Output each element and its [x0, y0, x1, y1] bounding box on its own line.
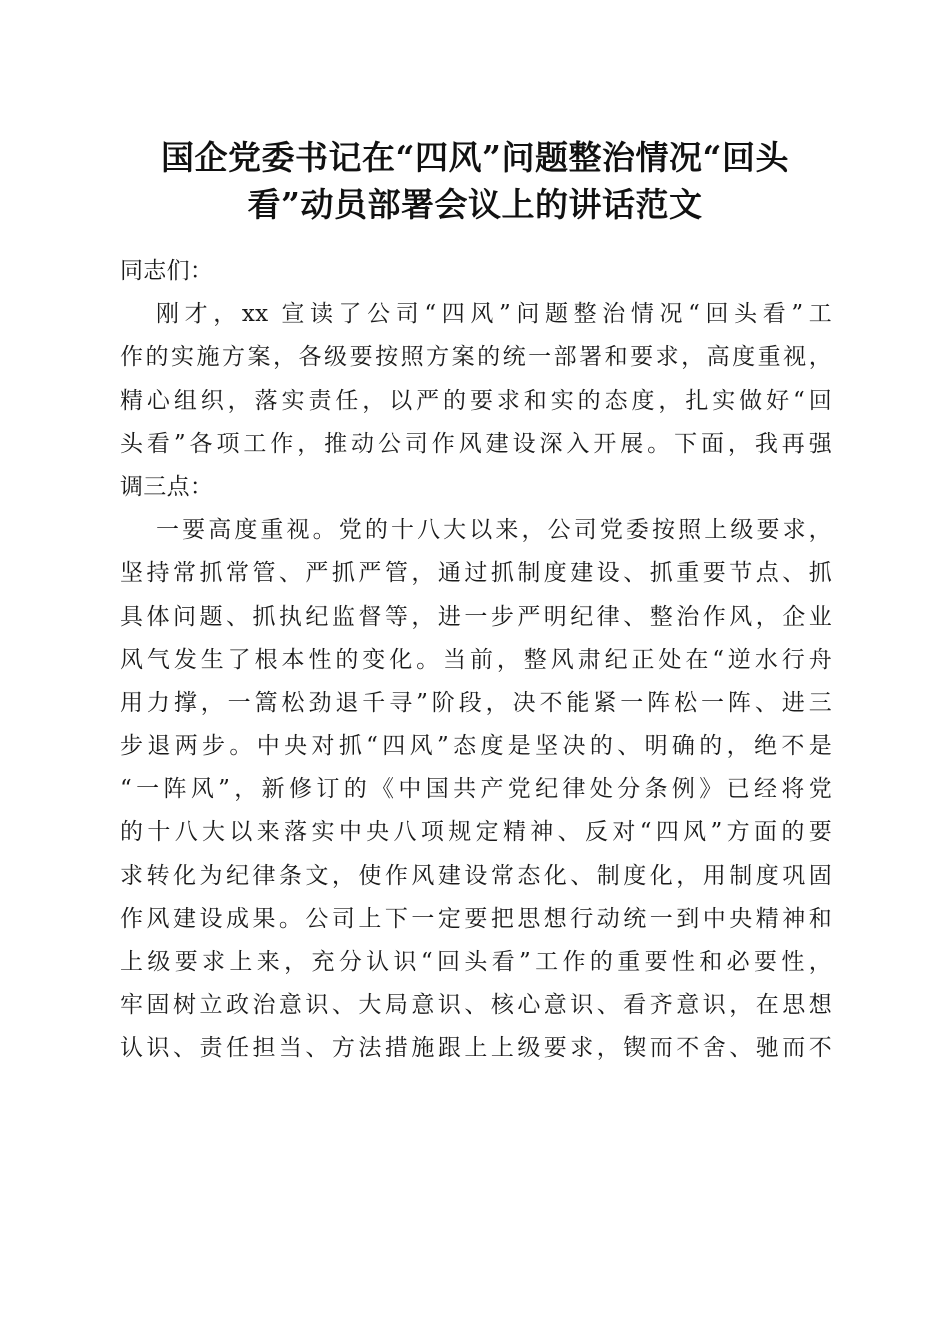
- paragraph-line: 步退两步。中央对抓“四风”态度是坚决的、明确的，绝不是: [120, 733, 832, 760]
- paragraph-2: [120, 509, 832, 1070]
- salutation: 同志们：: [120, 258, 214, 284]
- paragraph-line: 上级要求上来，充分认识“回头看”工作的重要性和必要性，: [120, 949, 832, 975]
- document-body: [120, 250, 832, 1071]
- paragraph-line: 牢固树立政治意识、大局意识、核心意识、看齐意识，在思想: [120, 992, 832, 1019]
- paragraph-line: 作风建设成果。公司上下一定要把思想行动统一到中央精神和: [120, 905, 832, 932]
- paragraph-1: [120, 293, 832, 509]
- paragraph-line: “一阵风”，新修订的《中国共产党纪律处分条例》已经将党: [120, 776, 832, 803]
- paragraph-line: 的十八大以来落实中央八项规定精神、反对“四风”方面的要: [120, 819, 832, 846]
- paragraph-line: 风气发生了根本性的变化。当前，整风肃纪正处在“逆水行舟: [120, 646, 832, 673]
- paragraph-line: 认识、责任担当、方法措施跟上上级要求，锲而不舍、驰而不: [120, 1035, 832, 1062]
- title-line-1: 国企党委书记在“四风”问题整治情况“回头: [161, 138, 789, 177]
- paragraph-line: 头看”各项工作，推动公司作风建设深入开展。下面，我再强: [120, 430, 832, 457]
- paragraph-line: 坚持常抓常管、严抓严管，通过抓制度建设、抓重要节点、抓: [120, 560, 832, 587]
- paragraph-line: 一要高度重视。党的十八大以来，公司党委按照上级要求，: [156, 517, 832, 544]
- paragraph-line: 精心组织，落实责任，以严的要求和实的态度，扎实做好“回: [120, 387, 832, 414]
- title-line-2: 看”动员部署会议上的讲话范文: [247, 185, 703, 224]
- paragraph-line: 具体问题、抓执纪监督等，进一步严明纪律、整治作风，企业: [120, 603, 832, 630]
- paragraph-line: 刚才，xx 宣读了公司“四风”问题整治情况“回头看”工: [156, 301, 832, 328]
- paragraph-line: 用力撑，一篙松劲退千寻”阶段，决不能紧一阵松一阵、进三: [120, 689, 832, 716]
- paragraph-line: 调三点：: [120, 473, 214, 500]
- paragraph-line: 作的实施方案，各级要按照方案的统一部署和要求，高度重视，: [120, 344, 832, 371]
- paragraph-line: 求转化为纪律条文，使作风建设常态化、制度化，用制度巩固: [120, 862, 832, 889]
- document-title: [100, 134, 850, 228]
